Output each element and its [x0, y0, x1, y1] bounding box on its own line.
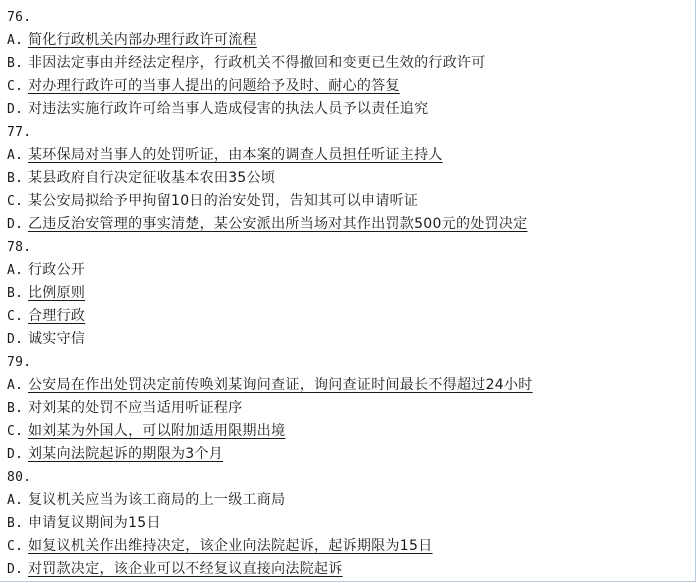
option-item: [7, 190, 689, 213]
option-item: [7, 305, 689, 328]
option-item: [7, 259, 689, 282]
question-number-text: 78.: [7, 240, 32, 255]
option-letter: A.: [7, 148, 24, 163]
option-item: [7, 282, 689, 305]
question-number-text: 77.: [7, 125, 32, 140]
option-text-underlined: 刘某向法院起诉的期限为3个月: [28, 446, 224, 462]
option-text: 非因法定事由并经法定程序，行政机关不得撤回和变更已生效的行政许可: [28, 55, 486, 71]
option-item: [7, 144, 689, 167]
option-letter: C.: [7, 309, 24, 324]
option-item: [7, 443, 689, 466]
option-text-underlined: 对办理行政许可的当事人提出的问题给予及时、耐心的答复: [28, 78, 400, 94]
option-letter: B.: [7, 171, 24, 186]
option-item: [7, 397, 689, 420]
option-letter: A.: [7, 263, 24, 278]
option-item: [7, 328, 689, 351]
question-number-text: 79.: [7, 355, 32, 370]
question-number: [7, 351, 689, 374]
question-number: [7, 466, 689, 489]
option-text: 诚实守信: [28, 331, 86, 347]
option-text: 申请复议期间为15日: [28, 515, 161, 531]
option-item: [7, 213, 689, 236]
option-text-underlined: 公安局在作出处罚决定前传唤刘某询问查证，询问查证时间最长不得超过24小时: [28, 377, 533, 393]
option-letter: C.: [7, 539, 24, 554]
option-item: [7, 52, 689, 75]
option-text-underlined: 对罚款决定，该企业可以不经复议直接向法院起诉: [28, 561, 343, 577]
option-text: 行政公开: [28, 262, 86, 278]
option-text: 某公安局拟给予甲拘留10日的治安处罚，告知其可以申请听证: [28, 193, 419, 209]
option-item: [7, 75, 689, 98]
option-letter: B.: [7, 516, 24, 531]
question-number-text: 80.: [7, 470, 32, 485]
option-text-underlined: 如刘某为外国人，可以附加适用限期出境: [28, 423, 286, 439]
option-text: 对违法实施行政许可给当事人造成侵害的执法人员予以责任追究: [28, 101, 429, 117]
option-letter: A.: [7, 378, 24, 393]
option-item: [7, 558, 689, 581]
option-text-underlined: 乙违反治安管理的事实清楚，某公安派出所当场对其作出罚款500元的处罚决定: [28, 216, 528, 232]
option-letter: D.: [7, 102, 24, 117]
question-number: [7, 6, 689, 29]
question-number-text: 76.: [7, 10, 32, 25]
option-letter: B.: [7, 401, 24, 416]
option-text: 某县政府自行决定征收基本农田35公顷: [28, 170, 276, 186]
option-text: 对刘某的处罚不应当适用听证程序: [28, 400, 243, 416]
option-text-underlined: 某环保局对当事人的处罚听证，由本案的调查人员担任听证主持人: [28, 147, 443, 163]
option-letter: D.: [7, 332, 24, 347]
option-text-underlined: 比例原则: [28, 285, 86, 301]
option-item: [7, 98, 689, 121]
option-item: [7, 420, 689, 443]
option-item: [7, 29, 689, 52]
option-letter: D.: [7, 217, 24, 232]
question-list: [7, 6, 689, 581]
option-text-underlined: 如复议机关作出维持决定，该企业向法院起诉，起诉期限为15日: [28, 538, 433, 554]
option-letter: A.: [7, 493, 24, 508]
option-letter: C.: [7, 194, 24, 209]
question-number: [7, 236, 689, 259]
option-letter: D.: [7, 447, 24, 462]
option-item: [7, 167, 689, 190]
option-letter: B.: [7, 56, 24, 71]
option-letter: C.: [7, 424, 24, 439]
option-text: 复议机关应当为该工商局的上一级工商局: [28, 492, 286, 508]
option-letter: D.: [7, 562, 24, 577]
option-letter: B.: [7, 286, 24, 301]
option-item: [7, 512, 689, 535]
option-text-underlined: 合理行政: [28, 308, 86, 324]
option-letter: C.: [7, 79, 24, 94]
option-item: [7, 374, 689, 397]
option-text-underlined: 简化行政机关内部办理行政许可流程: [28, 32, 257, 48]
option-letter: A.: [7, 33, 24, 48]
question-number: [7, 121, 689, 144]
option-item: [7, 535, 689, 558]
option-item: [7, 489, 689, 512]
